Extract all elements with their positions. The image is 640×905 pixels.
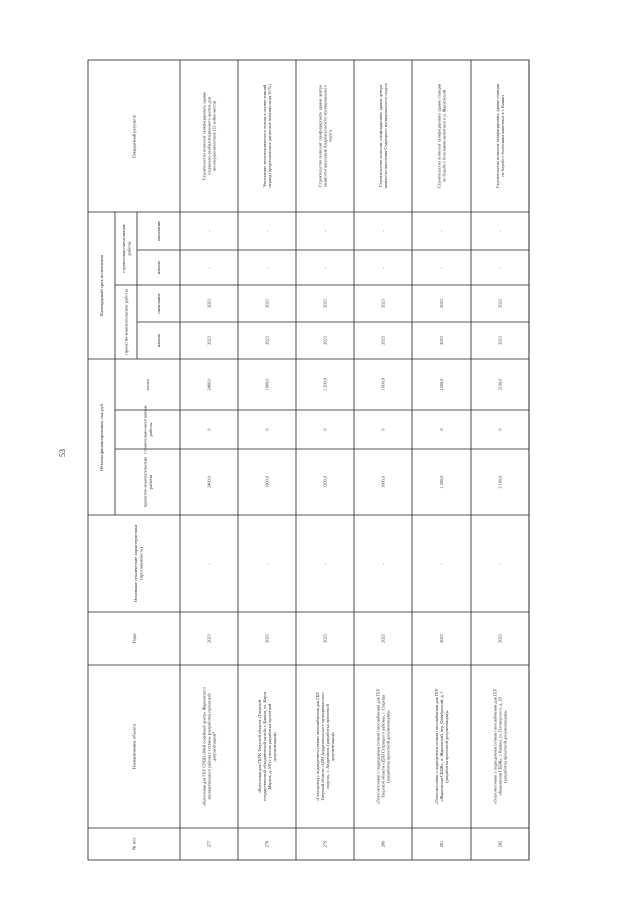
svg-text:«Теплоисточник с подведением с: «Теплоисточник с подведением сетями газоснабжения для ГБУ — [492, 688, 498, 805]
svg-text:2023: 2023 — [439, 634, 444, 643]
svg-text:280: 280 — [380, 840, 386, 848]
svg-text:1900,0: 1900,0 — [264, 476, 270, 488]
row-construction-end — [265, 230, 270, 232]
svg-text:-: - — [206, 266, 212, 269]
row-construction-cost — [207, 428, 212, 430]
svg-text:0: 0 — [439, 428, 444, 431]
header-total — [145, 378, 150, 389]
svg-text:2023: 2023 — [206, 299, 212, 308]
svg-text:-: - — [322, 266, 328, 269]
svg-text:-: - — [264, 230, 270, 232]
svg-text:2023: 2023 — [497, 634, 503, 643]
svg-text:«Теплоисточник с подведением с: «Теплоисточник с подведением сетями газоснабжения для ГБУ — [375, 688, 381, 805]
svg-text:2023: 2023 — [322, 634, 328, 643]
svg-text:Строительство позволит газифиц: Строительство позволит газифицировать здание центра — [378, 85, 383, 187]
svg-text:Строительство позволит газифиц: Строительство позволит газифицировать здание станции — [495, 83, 500, 189]
svg-text:Маркса, д. 5/8 (с учетом разра: Маркса, д. 5/8 (с учетом разработки проектной — [267, 703, 272, 790]
svg-text:по борьбе с болезнями животных: по борьбе с болезнями животных в п. Жарковский — [441, 89, 447, 183]
svg-text:-: - — [206, 230, 212, 232]
row-num — [323, 841, 328, 847]
svg-text:(протяженность): (протяженность) — [138, 547, 144, 580]
row-construction-end — [439, 230, 444, 232]
svg-text:Строительство позволит газифиц: Строительство позволит газифицировать здание станции — [436, 83, 442, 189]
svg-text:«Кашинская СББЖ», г. Кашин, ул: «Кашинская СББЖ», г. Кашин, ул. Пломерского, д. 20 — [497, 697, 503, 796]
svg-text:округа: округа — [327, 129, 333, 143]
row-name — [493, 688, 508, 805]
svg-text:Объемы финансирования, тыс.руб: Объемы финансирования, тыс.руб. — [99, 402, 105, 472]
row-construction-cost — [498, 428, 503, 430]
row-num — [498, 841, 503, 847]
row-years — [207, 634, 212, 643]
svg-text:281: 281 — [439, 840, 444, 848]
svg-text:«Теплоисточник с подведением с: «Теплоисточник с подведением сетями газоснабжения для ГБУ — [434, 688, 439, 805]
svg-text:2023: 2023 — [264, 634, 270, 643]
svg-text:«Газопровод с подведением сетя: «Газопровод с подведением сетями газоснабжения для ГБУ — [315, 691, 320, 802]
row-total-cost — [381, 378, 387, 391]
svg-text:-: - — [206, 562, 212, 565]
svg-text:0: 0 — [380, 428, 386, 431]
row-years — [323, 634, 328, 643]
row-construction-start — [381, 266, 386, 268]
svg-text:2023: 2023 — [322, 336, 328, 345]
svg-text:округа», г. Андреаполь (разраб: округа», г. Андреаполь (разработка проектной — [325, 704, 330, 789]
svg-text:1 200,0: 1 200,0 — [322, 378, 328, 391]
svg-text:-: - — [322, 562, 328, 565]
row-total-cost — [207, 379, 213, 391]
svg-text:Годы: Годы — [131, 633, 137, 644]
page-number: 53 — [58, 449, 67, 457]
svg-text:-: - — [497, 266, 503, 269]
svg-text:277: 277 — [206, 840, 212, 848]
svg-text:(разработка проектной документ: (разработка проектной документации)» — [444, 710, 449, 783]
svg-text:2023: 2023 — [439, 299, 444, 308]
header-funding — [99, 403, 105, 471]
svg-text:0: 0 — [206, 428, 212, 431]
row-total-cost — [265, 379, 271, 391]
row-total-cost — [498, 379, 504, 391]
row-name — [376, 688, 391, 805]
svg-text:-: - — [497, 230, 503, 232]
row-years — [498, 634, 503, 643]
svg-text:-: - — [380, 266, 386, 269]
row-design-end — [323, 299, 328, 308]
svg-text:период (предполагаемые расчетн: период (предполагаемые расчетные показатели на 30 %) — [267, 84, 272, 188]
row-construction-start — [498, 266, 503, 268]
row-num — [207, 840, 212, 847]
row-design-cost — [207, 476, 213, 488]
svg-text:проектно-изыскательские: проектно-изыскательские — [142, 456, 148, 508]
svg-text:2100,0: 2100,0 — [497, 378, 503, 391]
svg-text:документации)»: документации)» — [272, 731, 277, 762]
svg-text:-: - — [439, 562, 444, 565]
row-total-cost — [439, 379, 445, 391]
row-construction-cost — [381, 428, 386, 430]
svg-text:2023: 2023 — [497, 299, 503, 308]
row-design-end — [439, 299, 444, 308]
header-design-start — [156, 333, 161, 347]
row-design-end — [498, 299, 503, 308]
row-construction-end — [323, 230, 328, 232]
svg-text:1 000,0: 1 000,0 — [380, 378, 386, 391]
svg-text:Календарный срок исполнения: Календарный срок исполнения — [99, 255, 105, 316]
row-design-cost — [498, 476, 504, 489]
svg-text:2023: 2023 — [264, 299, 270, 308]
row-design-cost — [381, 476, 387, 488]
svg-text:Наименование объекта: Наименование объекта — [131, 724, 137, 769]
svg-text:-: - — [439, 266, 444, 269]
svg-text:282: 282 — [497, 840, 503, 848]
svg-text:муниципального района с сетями: муниципального района с сетями» (разработка проектной — [206, 693, 212, 800]
svg-text:строительно-монтажные: строительно-монтажные — [120, 224, 126, 273]
row-result — [495, 83, 505, 188]
svg-text:-: - — [264, 266, 270, 269]
header-calendar — [99, 254, 104, 316]
svg-text:2023: 2023 — [439, 336, 444, 345]
svg-text:начало: начало — [156, 333, 162, 348]
row-years — [439, 634, 444, 643]
svg-text:занятости населения Старицкого: занятости населения Старицкого муниципального округа — [383, 83, 388, 189]
row-design-start — [323, 336, 328, 345]
row-specs — [381, 562, 386, 564]
row-num — [265, 841, 270, 847]
row-name — [202, 687, 217, 806]
row-construction-cost — [439, 428, 444, 430]
row-construction-end — [207, 230, 212, 232]
svg-text:работы: работы — [147, 474, 153, 490]
svg-text:документации)»: документации)» — [330, 731, 335, 762]
row-specs — [498, 562, 503, 564]
svg-text:2023: 2023 — [206, 634, 212, 643]
svg-text:2023: 2023 — [497, 336, 503, 345]
svg-text:социально-реабилитационного це: социально-реабилитационного центра для — [206, 97, 212, 175]
row-design-cost — [265, 476, 271, 488]
svg-text:начало: начало — [156, 260, 162, 275]
row-years — [265, 634, 270, 643]
row-construction-cost — [265, 428, 270, 430]
row-specs — [323, 562, 328, 564]
svg-text:2400,0: 2400,0 — [206, 378, 212, 391]
header-name — [132, 724, 137, 769]
row-total-cost — [323, 378, 329, 391]
row-years — [381, 634, 386, 643]
row-num — [381, 841, 386, 847]
row-name — [257, 692, 277, 802]
row-construction-end — [498, 230, 503, 232]
header-specs — [133, 524, 144, 602]
svg-text:№ п/п: № п/п — [131, 838, 137, 850]
row-result — [437, 83, 447, 188]
svg-text:279: 279 — [322, 840, 328, 848]
svg-text:2023: 2023 — [380, 634, 386, 643]
svg-text:2400,0: 2400,0 — [206, 476, 212, 488]
svg-text:2023: 2023 — [206, 336, 212, 345]
header-design-works — [142, 457, 153, 507]
row-num — [439, 841, 444, 847]
svg-text:2023: 2023 — [380, 299, 386, 308]
header-construction-start — [156, 260, 161, 274]
row-construction-end — [381, 230, 386, 232]
svg-text:1500,0: 1500,0 — [439, 378, 444, 391]
svg-text:по борьбе с болезнями животных: по борьбе с болезнями животных в г. Кашин — [500, 95, 505, 177]
svg-text:работы: работы — [147, 422, 153, 437]
svg-text:-: - — [380, 230, 386, 232]
svg-text:работы: работы — [126, 241, 132, 256]
svg-text:«Жарковская СББЖ», п. Жарковск: «Жарковская СББЖ», п. Жарковский, пер. Октябрьский, д. 1 — [439, 691, 444, 802]
svg-text:строительно-монтажные: строительно-монтажные — [142, 405, 148, 454]
row-design-cost — [439, 476, 445, 489]
header-num — [132, 838, 137, 850]
svg-text:-: - — [497, 562, 503, 565]
row-result — [378, 83, 388, 188]
svg-text:1 500,0: 1 500,0 — [439, 475, 444, 489]
row-construction-start — [265, 266, 270, 268]
svg-text:-: - — [264, 562, 270, 565]
svg-text:1200,0: 1200,0 — [322, 476, 328, 488]
header-design-end — [156, 293, 161, 313]
row-construction-start — [323, 266, 328, 268]
svg-text:государственный объединенный м: государственный объединенный музей» г. Кашин, ул. Карла — [262, 691, 267, 802]
row-name — [434, 688, 449, 805]
svg-text:2023: 2023 — [380, 336, 386, 345]
svg-text:Тверской области «ЦЗН Старицко: Тверской области «ЦЗН Старицкого района», г. Старица — [380, 695, 386, 798]
svg-text:2023: 2023 — [264, 336, 270, 345]
header-design-group — [124, 289, 129, 354]
svg-text:Строительство позволит газифиц: Строительство позволит газифицировать здание центра — [317, 85, 323, 187]
svg-text:Увеличение теплотехнического п: Увеличение теплотехнического потока в осенне-зимний — [262, 84, 267, 188]
svg-text:Основные технические характери: Основные технические характеристики — [132, 524, 138, 603]
row-construction-cost — [323, 428, 328, 430]
svg-text:итого: итого — [145, 379, 151, 390]
row-result — [202, 92, 217, 181]
row-design-start — [381, 336, 386, 345]
svg-text:«Котельная для ГБУ СРЦН «Мой с: «Котельная для ГБУ СРЦН «Мой семейный центр» Жарковского — [201, 687, 207, 806]
svg-text:«Котельная для ГБУК Тверской о: «Котельная для ГБУК Тверской области «Тверской — [257, 699, 262, 794]
svg-text:занятости населения Андреаполь: занятости населения Андреапольского муниципального — [322, 84, 328, 188]
svg-text:документации)*: документации)* — [211, 731, 217, 762]
svg-text:1000,0: 1000,0 — [380, 476, 386, 488]
svg-text:1900,0: 1900,0 — [264, 378, 270, 391]
svg-text:-: - — [439, 230, 444, 232]
row-design-end — [381, 299, 386, 308]
row-specs — [265, 562, 270, 564]
svg-text:0: 0 — [497, 428, 503, 431]
row-construction-start — [439, 266, 444, 268]
svg-text:(разработка проектной документ: (разработка проектной документации)» — [385, 710, 391, 783]
row-design-start — [498, 336, 503, 345]
svg-text:(разработка проектной документ: (разработка проектной документации)» — [502, 710, 508, 783]
svg-text:проектно-изыскательские работы: проектно-изыскательские работы — [123, 289, 129, 355]
svg-text:278: 278 — [264, 840, 270, 848]
svg-text:-: - — [380, 562, 386, 565]
header-construction-end — [156, 221, 161, 241]
row-design-start — [265, 336, 270, 345]
header-construction-works — [142, 405, 153, 453]
row-design-end — [265, 299, 270, 308]
row-design-start — [207, 336, 212, 345]
svg-text:окончание: окончание — [156, 220, 162, 242]
svg-text:несовершеннолетних (33 койко-м: несовершеннолетних (33 койко-места) — [211, 100, 217, 172]
svg-text:Ожидаемый результат: Ожидаемый результат — [131, 114, 137, 158]
header-result — [132, 114, 137, 157]
svg-text:2023: 2023 — [322, 299, 328, 308]
row-result — [318, 85, 333, 187]
header-construction-group — [121, 224, 131, 272]
row-design-start — [439, 336, 444, 345]
row-result — [262, 84, 272, 188]
svg-text:0: 0 — [322, 428, 328, 431]
row-construction-start — [207, 266, 212, 268]
row-name — [315, 691, 335, 801]
row-specs — [439, 562, 444, 564]
svg-text:2 100,0: 2 100,0 — [497, 475, 503, 489]
svg-text:окончание: окончание — [156, 293, 162, 314]
svg-text:-: - — [322, 230, 328, 232]
svg-text:0: 0 — [264, 428, 270, 431]
svg-text:Строительство позволит газифиц: Строительство позволит газифицировать здание — [201, 91, 207, 181]
row-design-end — [207, 299, 212, 308]
row-design-cost — [323, 476, 329, 488]
header-years — [132, 634, 137, 644]
row-specs — [207, 562, 212, 564]
svg-text:Тверской области «ЦЗН Андреапо: Тверской области «ЦЗН Андреапольского муниципального — [320, 692, 325, 801]
